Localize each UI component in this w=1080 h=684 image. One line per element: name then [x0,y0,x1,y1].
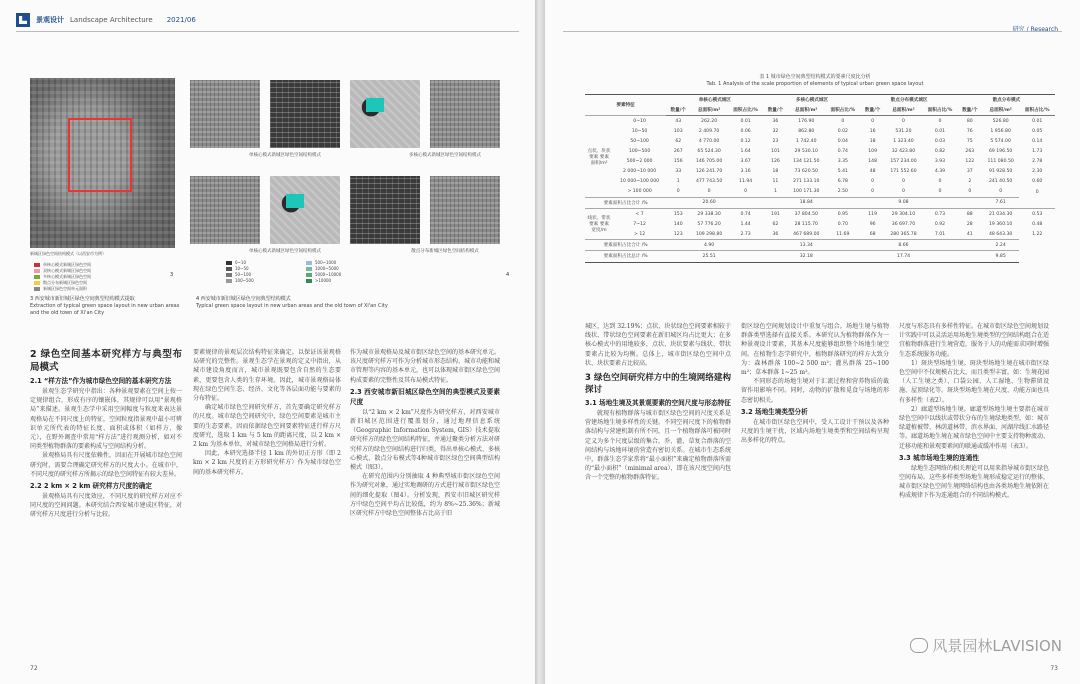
table-cell: 48 [869,169,876,175]
text-column-3 [350,348,500,656]
map-tile-a4 [430,80,500,148]
table-cell [958,251,982,262]
map-caption-c: 单核心模式新城区绿色空间结构模式 [249,249,321,254]
table-cell: 5.41 [837,169,848,175]
paragraph: 作为城市景观格局及城市街区绿色空间的基本研究单元。该尺度研究样方可作为分析城市形态结构、城市功能和城市管理等内容的基本单元，也可以体现城市街区绿色空间构成要素的完整性及其布局模式特征。 [350,349,500,384]
section-2-1-title: 2.1 “样方法”作为城市绿色空间的基本研究方法 [30,377,172,385]
table-row [585,240,1055,251]
table-header-cell: 总面积/m² [788,105,826,116]
paragraph: 在城市街区绿色空间中，受人工设计干预以及各种尺度的生境干扰，区域内场地生境类型和空间结构呈现出多样化的特点。 [741,418,889,445]
text-column-r2 [741,322,889,654]
figure3-subcaption: 新城区绿色空间结构模式（以西安市为例） [30,251,106,256]
text-column-r3 [899,322,1049,654]
table-cell: 10~50 [631,128,648,134]
table-cell: 2.50 [837,189,848,195]
table-cell: 88 [958,209,982,220]
table-cell [763,251,787,262]
table-cell: 0 [938,179,942,185]
paragraph: 要素规律的景观层次结构特征来确定。以保证该景观格局研究的完整性。景观生态学在景观的定义中指出，从城市建设角度而言，城市景观既要包含自然的生态要素，更要包含人类的生存环境。因此，城市景观格局体现在绿色空间生态、经济、文化等各层面功能与要素的分布特征。 [193,349,341,403]
table-cell [825,251,861,262]
table-cell: 0.70 [837,221,848,227]
table-cell: 2 000~10 000 [623,169,657,175]
table-cell [666,251,690,262]
table-row [585,116,1055,127]
table-group-header: 多核心模式城区 [763,95,860,106]
map-tile-b2 [270,176,340,244]
table-cell: 18.84 [788,197,826,208]
figure4-caption: 4 西安城市新旧城区绿色空间典型结构模式 Typical green space layout in new urban areas and the old town of Xi'an City [196,296,388,309]
table-cell: 0.73 [922,209,958,220]
brand-name: 景观设计 [36,16,64,24]
table-cell: 134 121.50 [793,159,820,165]
figure3-legend: 单核心模式新城区绿色空间 双核心模式新城区绿色空间 多核心模式新城区绿色空间 散点分布新城区绿色空间 新城区绿色空间单元面积 [34,262,124,292]
table-cell: 0 [1035,189,1039,195]
map-caption-a: 单核心模式新城区绿色空间结构模式 [249,153,321,158]
figure4-number: 4 [506,272,510,278]
table-cell: 21 034.30 [982,209,1020,220]
table-cell [666,197,690,208]
paragraph: 2）廊道型场地生境。廊道型场地生境主要指在城市绿色空间中以线状或带状分布的生境绿地类型，如：城市绿道植被带、林荫道林带、滨水界面、河湖岸线汇水路径等。廊道场地生境在城市绿色空间中主要支持物种流动、迁移功能和景观要素间的联通或缓冲作用（表3）。 [899,405,1049,450]
table-cell: 18 [869,138,876,144]
section-3-3-title: 3.3 城市场地生境的连通性 [899,453,979,462]
table-cell: 69 196.50 [988,149,1013,155]
map-tile-a2 [270,80,340,148]
table-cell: 0 [744,189,748,195]
table-cell: 0 [902,189,905,195]
table-cell: < 7 [613,209,666,220]
table-cell: 要素面积占比合计 /% [585,240,666,251]
table-header-cell: 面积占比/% [728,105,764,116]
text-column-2 [193,348,341,656]
table-cell: 10 000~100 000 [620,179,660,185]
table-cell: 0.01 [1019,116,1055,127]
table-cell: 126 241.70 [695,169,723,175]
table-cell: 531.20 [895,128,912,134]
table-cell: 32 [772,128,779,134]
map-tile-a3 [350,80,420,148]
figure3-caption: 3 西安城市新旧城区绿色空间典型结构模式提取 Extraction of typical green space layout in new urban areas and the old town of Xi'an City [30,296,180,316]
paragraph: 城区，达到 32.19%；点状、块状绿色空间要素相较于线状、带状绿色空间要素在新旧城区均占比更大；在多核心模式中的用地较多，点状、块状要素与线状、带状要素占比较为均衡。总体上，城市街区绿色空间中点状、块状要素占比较高。 [585,323,731,367]
table-cell: 1 742.40 [796,138,817,144]
paragraph: 因此，本研究选择半径 1 km 的外切正方形（即 2 km × 2 km 尺度的正方形研究样方）作为城市绿色空间的基本研究样方。 [193,450,341,476]
table-cell: 4.90 [690,240,728,251]
page-number-left: 72 [30,665,38,672]
table-group-header: 散点分布模式城区 [861,95,958,106]
table-cell: 109 298.80 [695,231,723,237]
table-row [585,167,1055,177]
paragraph: 景观格局具有尺度效应，不同尺度的研究样方对应不同尺度的空间问题。本研究结合西安城市建成区特征，对研究样方尺度进行分析与比较。 [30,493,182,519]
table-cell: 123 [673,231,683,237]
table-cell: 28 [966,221,973,227]
section-label: 研究 / Research [1012,26,1058,33]
paragraph: 景观格局具有尺度依赖性，因而在开展城市绿色空间研究时，需要合理确定研究样方的尺度大小。在城市中，不同尺度的研究样方所揭示的绿色空间特征有较大差异。 [30,452,182,478]
table-cell: 280 365.78 [890,231,917,237]
table-cell: 0.04 [837,138,848,144]
table-cell [763,240,787,251]
watermark-text: 风景园林LAVISION [932,637,1062,655]
text-column-r1 [585,322,731,654]
table-cell: 9.85 [982,251,1020,262]
table-cell [728,251,764,262]
table-cell [958,197,982,208]
table-cell: 176.90 [788,116,826,127]
table-cell: 500~2 000 [626,159,653,165]
table-cell: > 12 [634,231,646,237]
table-header-cell: 数量/个 [763,105,787,116]
table-header-cell: 总面积/m² [885,105,923,116]
table-cell: 6.78 [837,179,848,185]
table-cell: 0.02 [837,128,848,134]
table-cell: 25.51 [690,251,728,262]
table-cell: 2.73 [740,231,751,237]
table-cell: 57 776.20 [697,221,721,227]
table-cell: 33 [675,169,682,175]
table-title: 表 1 城市绿色空间典型结构模式的要素尺度比分析 Tab. 1 Analysis of the scale proportion of elements of typical urban green space layout [706,74,924,87]
table-cell: 2.24 [982,240,1020,251]
table-cell: 80 [958,116,982,127]
page-header [16,12,196,28]
table-cell: 96 [869,221,876,227]
table-cell: 1 [773,189,777,195]
table-cell: 526.80 [982,116,1020,127]
table-cell: 线状、带状要素 要素宽度/m [585,209,613,240]
table-cell: 65 524.30 [697,149,721,155]
table-cell: 0.12 [740,138,751,144]
journal-name: Landscape Architecture [70,16,153,24]
paragraph: 以“2 km × 2 km”尺度作为研究样方，对西安城市新旧城区范围进行覆盖划分，通过地理信息系统（Geographic Information System, GIS）技术提取研究样方的绿色空间结构特征，并通过聚类分析方法对研究样方的绿色空间结构进行归类，得出单核心模式、多核心模式、散点分布模式等4种城市街区绿色空间典型结构模式（图3）。 [350,408,500,472]
section-2-3-title: 2.3 西安城市新旧城区绿色空间的典型模式及要素尺度 [350,387,500,406]
table-cell: 477 743.50 [695,179,723,185]
table-row [585,219,1055,229]
table-cell: 0 [885,116,923,127]
table-cell: 91 928.50 [988,169,1013,175]
table-cell [825,240,861,251]
table-cell: 7.01 [934,231,946,237]
table-row [585,126,1055,136]
table-cell: 41 [966,231,973,237]
table-cell: 1.22 [1032,232,1043,238]
table-row [585,187,1055,198]
table-cell [922,197,958,208]
table-cell: 0 [922,116,958,127]
table-header-cell: 要素特征 [585,95,666,116]
figure4-legend-a: 0~10 10~50 50~100 100~500 [226,260,316,284]
table-cell: 0 [938,189,942,195]
table-cell: 9.08 [885,197,923,208]
table-row [585,136,1055,146]
figure-area [30,72,520,302]
table-cell: 153 [666,209,690,220]
table-cell: 0 [968,189,972,195]
table-cell [861,197,885,208]
map-tile-a1 [190,80,260,148]
table-group-header: 散点分布模式 [958,95,1055,106]
table-cell: 36 [763,116,787,127]
table-cell: 1.73 [1032,149,1043,155]
table-cell: 267 [673,149,683,155]
header-rule [16,31,519,32]
table-cell: 0.01 [934,128,946,134]
section-3-1-title: 3.1 场地生境及其景观要素的空间尺度与形态特征 [585,399,731,408]
table-cell: 0 [861,116,885,127]
table-cell [861,240,885,251]
issue-number: 2021/06 [166,16,196,24]
paragraph: 绿地生态网络的相关理论可以用来指导城市街区绿色空间布局。这些多样类型场地生境形成稳定运行的整体，城市街区绿色空间生境网络结构也由各类场地生境依附在构成规律下作为连通组合的不同结构模式。 [899,464,1049,500]
table-row [585,251,1055,262]
table-row [585,209,1055,220]
table-cell: 171 552.60 [890,169,917,175]
table-row [585,157,1055,167]
table-cell: 75 [966,138,973,144]
table-cell: 271 133.10 [793,179,820,185]
table-cell: 862.80 [798,128,815,134]
table-cell: 3.67 [740,159,751,165]
table-row [585,146,1055,156]
table-cell: 73 620.50 [794,169,818,175]
table-cell: 0.95 [825,209,861,220]
figure4-legend-b: 500~1000 1000~5000 5000~10000 >10000 [306,260,386,284]
page-number-right: 73 [1050,665,1058,672]
table-cell: 2 409.70 [698,128,720,134]
wechat-icon [910,638,928,653]
table-cell: 29 338.30 [690,209,728,220]
table-cell: 146 705.00 [695,159,723,165]
table-cell: 68 [869,231,876,237]
watermark [910,635,1062,656]
city-map-figure3 [30,78,175,248]
table-cell: 1 323.40 [893,138,914,144]
table-cell: 0 [902,179,905,185]
left-page [0,0,535,684]
table-cell [922,251,958,262]
table-group-header: 单核心模式城区 [666,95,763,106]
table-cell: 4.39 [934,169,946,175]
table-cell: 13.34 [788,240,826,251]
table-cell: 18 [772,169,779,175]
table-cell: 36 [772,231,779,237]
map-tile-b4 [430,176,500,244]
table-cell: 0.92 [934,221,946,227]
table-cell [763,197,787,208]
table-cell: 0 [676,189,680,195]
table-cell: 0.06 [740,128,751,134]
table-cell: 263 [965,149,975,155]
table-cell: 3.16 [740,169,751,175]
table-cell: 2 [968,179,972,185]
table-cell: 0~10 [613,116,666,127]
table-cell: 43 [666,116,690,127]
table-cell: 2.30 [1032,169,1043,175]
paragraph: 街区绿色空间规划设计中重复与组合。场地生境与植物群落类型选择有直接关系。本研究认为植物群落作为一种景观设计要素，其基本尺度能够组织整个场地生境空间。在植物生态学研究中，植物群落研究的样方大致分为：森林群落 100~2 500 m²；灌丛群落 25~100 m²；草本群落 1~25 m²。 [741,323,889,377]
table-cell: 241 40.50 [988,179,1013,185]
table-cell [958,240,982,251]
table-cell: 148 [868,159,878,165]
table-header-cell: 数量/个 [861,105,885,116]
table-cell: 0 [871,179,875,185]
header-rule [563,31,1062,32]
table-cell: 29 304.10 [885,209,923,220]
table-cell [666,240,690,251]
table-cell: 48 643.30 [988,231,1013,237]
table-cell: 29 530.10 [794,149,818,155]
table-cell: 0.03 [934,138,946,144]
table-cell: 17.74 [885,251,923,262]
table-cell: 0.82 [934,149,946,155]
table-cell: 2.78 [1032,159,1043,165]
table-header-cell: 面积占比/% [1019,105,1055,116]
paragraph: 确定城市绿色空间研究样方，首先要确定研究样方的尺度。城市绿色空间研究中，绿色空间要素是城市主要的生态要素，因而依据绿色空间要素特征进行样方尺度研究，选取 1 km 与 5 km 的距离尺度，以 2 km × 2 km 为基本单位，对城市绿色空间格局进行分析。 [193,404,341,449]
map-caption-b: 多核心模式新城区绿色空间结构模式 [409,153,481,158]
table-cell [861,251,885,262]
table-cell: 0 [871,189,875,195]
table-cell: 11.69 [836,231,850,237]
journal-logo-icon [16,13,30,27]
table-cell: 0.53 [1019,209,1055,220]
table-cell: 62 [675,138,682,144]
table-cell: 0.14 [1032,138,1043,144]
table-cell: 262.20 [690,116,728,127]
table-cell: 32.18 [788,251,826,262]
table-cell: 111 080.50 [987,159,1014,165]
table-cell: 157 234.00 [890,159,917,165]
paragraph: 在研究范围内分别抽取 4 种典型城市街区绿色空间作为研究对象，通过实地调研的方式进行城市街区绿色空间的细化提取（图4）。分析发现，西安市旧城区研究样方中绿色空间平均占比较低，约为 8%~25.36%；新城区研究样方中绿色空间整体占比高于旧 [350,473,500,518]
paragraph: 就现有植物群落与城市街区绿色空间的尺度关系是营建场地生境多样性的关键。不同空间尺度下的植物群落结构与营建机制有所不同，且一个植物群落可被同时定义为多个尺度层级的集合，乔、灌、草复合群落的空间结构与场地环境的营造有密切关系。在城市生态系统中，群落生态学家常将“最小面积”来确定植物群落所需的“最小面积”（minimal area），即在该尺度空间内包含一个完整的植物群落特征。 [585,410,731,482]
table-cell: 101 [771,149,780,155]
table-cell: 4 770.00 [698,138,720,144]
table-cell: 0 [999,189,1003,195]
table-cell: 点状、块状要素 要素面积/m² [585,116,613,198]
paragraph: 1）斑块型场地生境。斑块型场地生境在城市街区绿色空间中不仅规模占比大，而且类型丰富，如：生境花园（人工生境之类）、口袋公园、人工湿地、生物滞留设施、屋顶绿化等。斑块型场地生境在尺度、功能方面也具有多样性（表2）。 [899,359,1049,404]
data-table [585,94,1055,263]
map-tile-b3 [350,176,420,244]
right-page [545,0,1080,684]
table-cell [825,197,861,208]
table-cell: 7~12 [633,221,646,227]
table-cell: 100 171.30 [793,189,820,195]
table-cell: 11.94 [739,179,753,185]
table-header-cell: 面积占比/% [922,105,958,116]
table-cell: 140 [673,221,683,227]
table-cell: 11 [772,179,779,185]
table-cell: 37 804.50 [788,209,826,220]
table-cell: 467 689.00 [793,231,820,237]
table-row [585,177,1055,187]
paragraph: 不同形态的场地生境对于汇流过程和营养物质的截留作用影响不同。同时，动物的扩散和觅食与场地的形态密切相关。 [741,378,889,404]
section-3-title: 3 绿色空间研究样方中的生境网络建构探讨 [585,373,731,396]
table-cell: 62 [772,221,779,227]
table-cell: 50~100 [630,138,649,144]
section-3-2-title: 3.2 场地生境类型分析 [741,407,808,416]
table-cell: 20.60 [690,197,728,208]
table-cell: 28 115.70 [794,221,818,227]
table-cell: 37 [966,169,973,175]
table-cell: 0.05 [1032,128,1043,134]
table-cell: 156 [673,159,683,165]
table-row [585,229,1055,240]
table-header-cell: 数量/个 [958,105,982,116]
figure3-number: 3 [170,272,174,278]
table-cell: 0.01 [728,116,764,127]
table-cell: 8.66 [885,240,923,251]
paragraph: 尺度与形态具有多样性特征。在城市街区绿色空间规划设计实践中可以灵活运用场地生境类型的空间结构组合在适宜植物群落进行生境营造，服务于人的功能需求同时增强生态系统服务功能。 [899,323,1049,358]
table-cell: 3.35 [837,159,848,165]
table-cell [922,240,958,251]
table-cell: 0 [825,116,861,127]
table-cell: 23 [772,138,779,144]
table-row [585,197,1055,208]
table-cell: 7.61 [982,197,1020,208]
table-cell: 要素面积占比合计 /% [585,197,666,208]
table-cell: 126 [771,159,780,165]
map-caption-d: 散点分布新城区绿色空间结构模式 [411,249,479,254]
table-header-cell: 总面积/m² [690,105,728,116]
table-cell: 0.48 [1032,221,1043,227]
table-cell: 32 423.80 [891,149,916,155]
table-cell: 122 [965,159,975,165]
table-cell: 191 [763,209,787,220]
table-cell: 100~500 [628,149,651,155]
table-header-cell: 面积占比/% [825,105,861,116]
table-cell: 16 [869,128,876,134]
page-gutter [535,0,545,684]
table-cell: > 100 000 [627,189,652,195]
table-cell: 76 [966,128,973,134]
table-cell: 19 360.10 [988,221,1013,227]
table-header-cell: 总面积/m² [982,105,1020,116]
table-cell: 36 697.70 [891,221,916,227]
table-cell: 109 [868,149,878,155]
table-cell: 1 956.80 [990,128,1011,134]
map-tile-b1 [190,176,260,244]
table-cell: 5 574.00 [990,138,1011,144]
table-cell: 1.44 [740,221,751,227]
section-2-2-title: 2.2 2 km × 2 km 研究样方尺度的确定 [30,482,153,491]
table-cell: 0 [707,189,711,195]
table-header-cell: 数量/个 [666,105,690,116]
section-2-title: 2 绿色空间基本研究样方与典型布局模式 [30,349,182,373]
table-cell: 103 [673,128,683,134]
table-cell [728,240,764,251]
table-cell: 0.60 [1032,179,1043,185]
table-cell: 0.74 [837,149,848,155]
table-cell: 119 [861,209,885,220]
table-cell: 要素面积占比总计 /% [585,251,666,262]
paragraph: 景观生态学研究中指出：各种景观要素在空间上按一定规律组合，形成有序的镶嵌体，其规律可以用“景观格局”来描述。景观生态学中采用空间幅度与粒度来表达景观格局在不同尺度上的特征，空间粒度指景观中最小可辨识单元所代表的特征长度、面积或体积（如样方、像元），在野外调查中常用“样方法”进行观测分析，如对不同类型植物群落的要素构成与空间结构分析。 [30,388,182,451]
table-cell: 1.64 [740,149,751,155]
table-cell: 3.93 [934,159,946,165]
table-cell [728,197,764,208]
table-cell: 0.74 [728,209,764,220]
table-cell: 1 [676,179,680,185]
text-column-1 [30,348,182,656]
